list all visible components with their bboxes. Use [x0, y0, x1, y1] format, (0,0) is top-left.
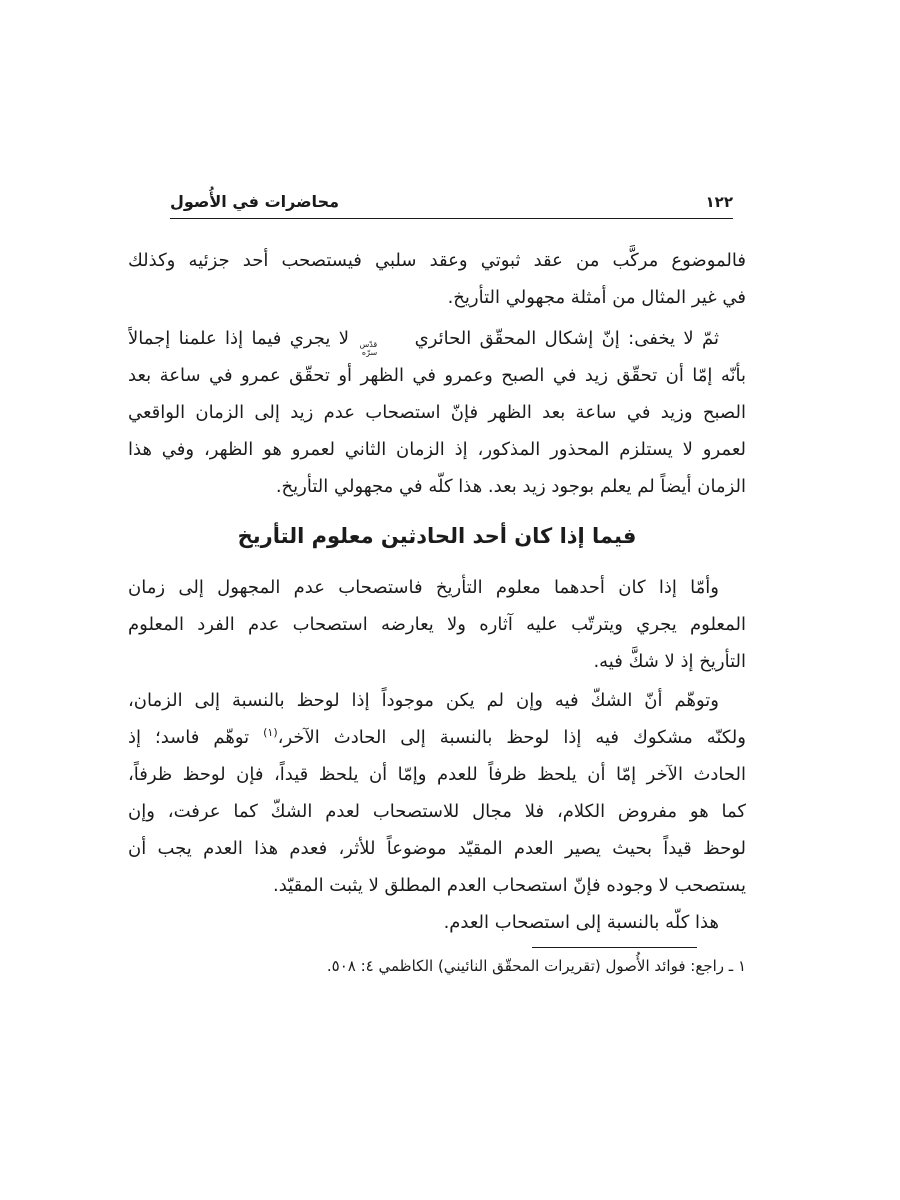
text-segment: ثمّ لا يخفى: إنّ إشكال المحقّق الحائري [414, 328, 719, 349]
text-line: كما هو مفروض الكلام، فلا مجال للاستصحاب لعدم الشكّ كما عرفت، وإن [128, 801, 746, 822]
honorific-bottom: سرّه [361, 348, 378, 357]
text-segment: توهّم فاسد؛ إذ [128, 727, 250, 748]
text-line: المعلوم يجري ويترتّب عليه آثاره ولا يعارضه استصحاب عدم الفرد المعلوم [128, 614, 746, 635]
page-body [128, 242, 746, 979]
text-line: بأنّه إمّا أن تحقّق زيد في الصبح وعمرو في الظهر أو تحقّق عمرو في ساعة بعد [128, 365, 746, 386]
text-line: الزمان أيضاً لم يعلم بوجود زيد بعد. هذا كلّه في مجهولي التأريخ. [275, 476, 746, 497]
text-segment: ولكنّه مشكوك فيه إذا لوحظ بالنسبة إلى الحادث الآخر، [277, 727, 746, 748]
text-line: وأمّا إذا كان أحدهما معلوم التأريخ فاستصحاب عدم المجهول إلى زمان [128, 577, 719, 598]
text-line: وتوهّم أنّ الشكّ فيه وإن لم يكن موجوداً إذا لوحظ بالنسبة إلى الزمان، [128, 690, 719, 711]
text-line: الحادث الآخر إمّا أن يلحظ ظرفاً للعدم وإمّا أن يلحظ قيداً، فإن لوحظ ظرفاً، [128, 764, 746, 785]
paragraph-3 [128, 569, 746, 680]
text-line [128, 719, 746, 756]
paragraph-2 [128, 320, 746, 505]
text-line: يستصحب لا وجوده فإنّ استصحاب العدم المطلق لا يثبت المقيّد. [272, 875, 746, 896]
text-line: فالموضوع مركَّب من عقد ثبوتي وعقد سلبي فيستصحب أحد جزئيه وكذلك [128, 250, 746, 271]
text-line: لوحظ قيداً بحيث يصير العدم المقيّد موضوعاً للأثر، فعدم هذا العدم يجب أن [128, 838, 746, 859]
paragraph-1 [128, 242, 746, 316]
footnote-reference: (١) [263, 726, 278, 739]
text-line: هذا كلّه بالنسبة إلى استصحاب العدم. [443, 912, 719, 933]
text-line: لعمرو لا يستلزم المحذور المذكور، إذ الزمان الثاني لعمرو هو الظهر، وفي هذا [128, 439, 746, 460]
honorific-top: قدّس [359, 340, 378, 349]
page-number: ١٢٢ [705, 193, 733, 211]
text-line: التأريخ إذ لا شكَّ فيه. [593, 651, 746, 672]
paragraph-5 [128, 904, 746, 941]
section-heading: فيما إذا كان أحد الحادثين معلوم التأريخ [237, 524, 637, 548]
footnote-text: ١ ـ راجع: فوائد الأُصول (تقريرات المحقّق النائيني) الكاظمي ٤: ٥٠٨. [326, 957, 746, 975]
footnote-separator-rule [532, 947, 697, 948]
paragraph-4 [128, 682, 746, 904]
running-title: محاضرات في الأُصول [170, 192, 339, 211]
page-header [170, 192, 733, 219]
text-line: في غير المثال من أمثلة مجهولي التأريخ. [447, 287, 746, 308]
text-line [128, 320, 746, 357]
quddisa-sirruh-honorific-mark [359, 341, 404, 357]
text-line: الصبح وزيد في ساعة بعد الظهر فإنّ استصحاب عدم زيد إلى الزمان الواقعي [128, 402, 746, 423]
text-segment: لا يجري فيما إذا علمنا إجمالاً [128, 328, 350, 349]
